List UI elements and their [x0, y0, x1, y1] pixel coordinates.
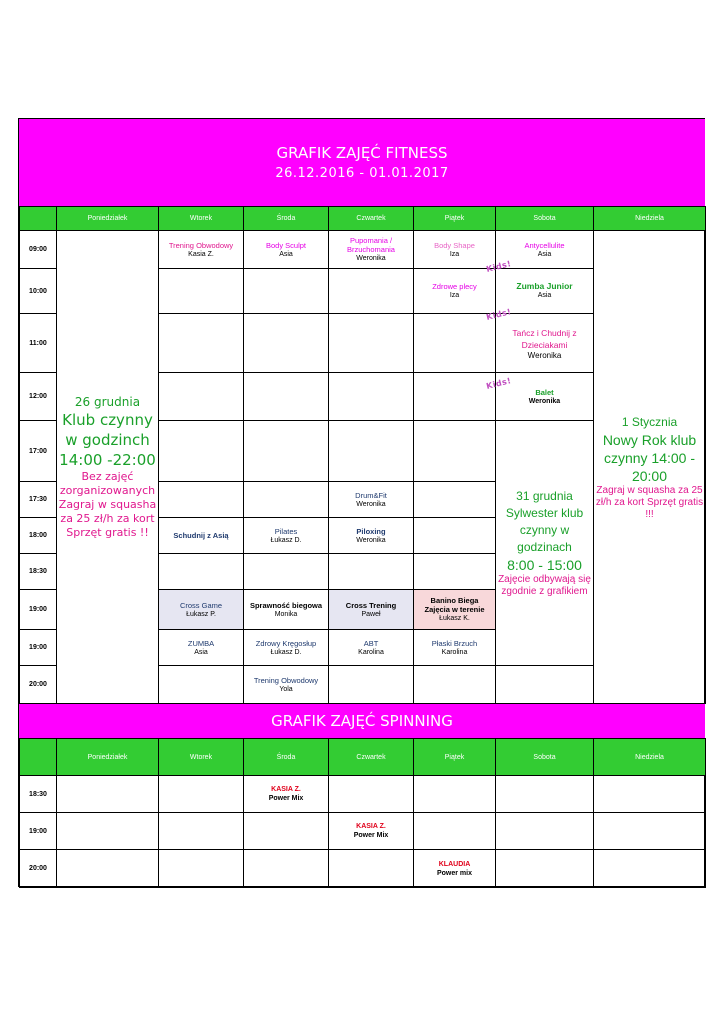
- class-name: Body Shape: [434, 240, 475, 250]
- saturday-note-hours: 8:00 - 15:00: [507, 557, 582, 573]
- spinning-title: GRAFIK ZAJĘĆ SPINNING: [271, 712, 453, 730]
- time-cell: 20:00: [20, 666, 57, 704]
- spinning-day-row: [20, 739, 706, 776]
- instructor-name: Yola: [279, 685, 293, 693]
- class-cell: [244, 666, 329, 704]
- day-header: Niedziela: [594, 739, 706, 776]
- sunday-note-info: Zagraj w squasha za 25 zł/h za kort Sprzęt gratis !!!: [595, 484, 704, 520]
- empty-cell: [414, 421, 496, 482]
- empty-cell: [594, 813, 706, 850]
- empty-cell: [329, 666, 414, 704]
- class-name: Body Sculpt: [265, 240, 307, 250]
- instructor-name: Iza: [449, 292, 460, 299]
- class-cell: [329, 518, 414, 554]
- time-cell: 18:30: [20, 776, 57, 813]
- empty-cell: [159, 269, 244, 314]
- day-header: Wtorek: [159, 739, 244, 776]
- class-name: Trening Obwodowy: [253, 675, 319, 685]
- empty-cell: [329, 269, 414, 314]
- empty-cell: [329, 850, 414, 888]
- instructor-name: Kasia Z.: [188, 250, 214, 258]
- class-cell: [414, 590, 496, 630]
- empty-cell: [159, 482, 244, 518]
- class-name: Cross Trening: [345, 600, 397, 610]
- time-cell: 17:30: [20, 482, 57, 518]
- time-cell: 09:00: [20, 231, 57, 269]
- monday-note-info: Bez zajęć zorganizowanych Zagraj w squasha za 25 zł/h za kort Sprzęt gratis !!: [58, 469, 157, 539]
- sunday-note-cell: [594, 231, 706, 704]
- instructor-name: Asia: [537, 250, 552, 258]
- class-name: Płaski Brzuch: [431, 638, 478, 648]
- empty-cell: [594, 776, 706, 813]
- empty-cell: [329, 314, 414, 373]
- instructor-name: Łukasz D.: [270, 536, 302, 544]
- empty-cell: [329, 373, 414, 421]
- table-row: [20, 850, 706, 888]
- class-name: Sprawność biegowa: [249, 600, 323, 610]
- fitness-dates: 26.12.2016 - 01.01.2017: [275, 166, 449, 181]
- instructor-name: Weronika: [356, 255, 386, 262]
- empty-cell: [496, 813, 594, 850]
- empty-cell: [159, 421, 244, 482]
- empty-cell: [159, 314, 244, 373]
- day-header: Środa: [244, 207, 329, 231]
- empty-cell: [244, 373, 329, 421]
- empty-cell: [244, 421, 329, 482]
- instructor-name: Karolina: [441, 648, 468, 656]
- class-name: Power Mix: [353, 832, 389, 839]
- class-cell: [414, 231, 496, 269]
- day-header: Poniedziałek: [57, 207, 159, 231]
- instructor-name: KLAUDIA: [438, 860, 471, 868]
- corner-cell: [20, 207, 57, 231]
- class-name: Pilates: [274, 526, 298, 536]
- day-header: Sobota: [496, 207, 594, 231]
- fitness-title: GRAFIK ZAJĘĆ FITNESS: [276, 144, 448, 162]
- day-header: Piątek: [414, 739, 496, 776]
- empty-cell: [414, 666, 496, 704]
- class-name: Power Mix: [268, 795, 304, 802]
- fitness-header: [19, 119, 705, 206]
- class-cell: [329, 482, 414, 518]
- instructor-name: Asia: [279, 250, 293, 258]
- kids-badge: Kids!: [485, 259, 513, 274]
- instructor-name: Asia: [537, 292, 552, 299]
- empty-cell: [414, 518, 496, 554]
- instructor-name: Monika: [274, 610, 298, 618]
- saturday-note-cell: [496, 421, 594, 666]
- corner-cell: [20, 739, 57, 776]
- sunday-note-date: 1 Stycznia: [621, 414, 678, 429]
- instructor-name: Łukasz P.: [186, 610, 216, 618]
- kids-badge: Kids!: [485, 307, 513, 322]
- instructor-name: Weronika: [356, 500, 386, 508]
- day-header: Niedziela: [594, 207, 706, 231]
- class-name: Balet: [535, 387, 554, 397]
- class-cell: [329, 590, 414, 630]
- class-cell: [159, 231, 244, 269]
- day-header: Piątek: [414, 207, 496, 231]
- class-cell: [496, 314, 594, 373]
- class-cell: [159, 630, 244, 666]
- instructor-name: Iza: [449, 250, 460, 258]
- class-cell: [159, 518, 244, 554]
- class-cell: [414, 850, 496, 888]
- time-cell: 17:00: [20, 421, 57, 482]
- class-cell: [244, 776, 329, 813]
- empty-cell: [159, 554, 244, 590]
- empty-cell: [496, 666, 594, 704]
- time-cell: 19:00: [20, 813, 57, 850]
- class-cell: [329, 813, 414, 850]
- empty-cell: [244, 482, 329, 518]
- instructor-name: Asia: [194, 648, 208, 656]
- day-header: Wtorek: [159, 207, 244, 231]
- spinning-table: [19, 738, 706, 888]
- time-cell: 10:00: [20, 269, 57, 314]
- monday-note-cell: [57, 231, 159, 704]
- class-cell: [329, 630, 414, 666]
- fitness-day-row: [20, 207, 706, 231]
- empty-cell: [329, 776, 414, 813]
- class-cell: [244, 630, 329, 666]
- fitness-table: [19, 206, 706, 704]
- class-name: Zdrowy Kręgosłup: [255, 638, 317, 648]
- spinning-header: [19, 704, 705, 738]
- empty-cell: [159, 813, 244, 850]
- instructor-name: KASIA Z.: [356, 823, 386, 830]
- class-name: ZUMBA: [187, 638, 215, 648]
- day-header: Środa: [244, 739, 329, 776]
- monday-note-date: 26 grudnia: [74, 394, 141, 409]
- class-name: Tańcz i Chudnij z Dzieciakami: [512, 327, 577, 350]
- class-name: Trening Obwodowy: [168, 240, 234, 250]
- empty-cell: [57, 776, 159, 813]
- day-header: Czwartek: [329, 739, 414, 776]
- empty-cell: [159, 850, 244, 888]
- monday-note-hours: Klub czynny w godzinch 14:00 -22:00: [59, 410, 156, 469]
- class-cell: [329, 231, 414, 269]
- time-cell: 18:00: [20, 518, 57, 554]
- class-name: Zdrowe plecy: [432, 282, 477, 291]
- class-name: Cross Game: [179, 600, 223, 610]
- instructor-name: Łukasz D.: [270, 648, 302, 656]
- instructor-name: Karolina: [358, 648, 384, 656]
- time-cell: 19:00: [20, 630, 57, 666]
- table-row: [20, 231, 706, 269]
- empty-cell: [414, 373, 496, 421]
- class-name: Pupomania / Brzuchomania: [347, 236, 395, 254]
- time-cell: 18:30: [20, 554, 57, 590]
- empty-cell: [496, 776, 594, 813]
- instructor-name: Weronika: [528, 397, 561, 405]
- sunday-note-hours: Nowy Rok klub czynny 14:00 - 20:00: [602, 431, 697, 484]
- instructor-name: Łukasz K.: [439, 615, 470, 622]
- table-row: [20, 776, 706, 813]
- class-cell: [159, 590, 244, 630]
- class-name: Zumba Junior: [516, 281, 573, 291]
- class-cell: [244, 518, 329, 554]
- class-name: Schudnij z Asią: [173, 531, 229, 540]
- empty-cell: [159, 666, 244, 704]
- empty-cell: [414, 776, 496, 813]
- empty-cell: [57, 850, 159, 888]
- empty-cell: [159, 373, 244, 421]
- class-name: ABT: [363, 638, 379, 648]
- instructor-name: Weronika: [356, 536, 386, 544]
- empty-cell: [244, 269, 329, 314]
- empty-cell: [594, 850, 706, 888]
- empty-cell: [414, 314, 496, 373]
- class-name: Drum&Fit: [355, 490, 387, 500]
- table-row: [20, 813, 706, 850]
- time-cell: 20:00: [20, 850, 57, 888]
- class-name: Power mix: [436, 869, 472, 877]
- empty-cell: [414, 554, 496, 590]
- empty-cell: [414, 813, 496, 850]
- class-name: Antycellulite: [524, 240, 565, 250]
- empty-cell: [414, 482, 496, 518]
- kids-badge: Kids!: [485, 376, 513, 391]
- time-cell: 11:00: [20, 314, 57, 373]
- instructor-name: Paweł: [361, 610, 381, 618]
- saturday-note-info: Zajęcie odbywają się zgodnie z grafikiem: [498, 574, 591, 597]
- class-cell: [244, 590, 329, 630]
- class-cell: [244, 231, 329, 269]
- instructor-name: KASIA Z.: [271, 786, 301, 793]
- time-cell: 19:00: [20, 590, 57, 630]
- empty-cell: [244, 554, 329, 590]
- empty-cell: [329, 554, 414, 590]
- day-header: Sobota: [496, 739, 594, 776]
- empty-cell: [244, 850, 329, 888]
- empty-cell: [57, 813, 159, 850]
- instructor-name: Weronika: [527, 350, 562, 360]
- class-cell: [414, 630, 496, 666]
- empty-cell: [159, 776, 244, 813]
- saturday-note-text: 31 grudnia Sylwester klub czynny w godzinach: [505, 489, 584, 554]
- empty-cell: [244, 314, 329, 373]
- empty-cell: [244, 813, 329, 850]
- empty-cell: [329, 421, 414, 482]
- class-name: Piloxing: [356, 526, 386, 536]
- day-header: Czwartek: [329, 207, 414, 231]
- class-name: Banino Biega Zajęcia w terenie: [424, 596, 485, 614]
- time-cell: 12:00: [20, 373, 57, 421]
- class-cell: [414, 269, 496, 314]
- day-header: Poniedziałek: [57, 739, 159, 776]
- empty-cell: [496, 850, 594, 888]
